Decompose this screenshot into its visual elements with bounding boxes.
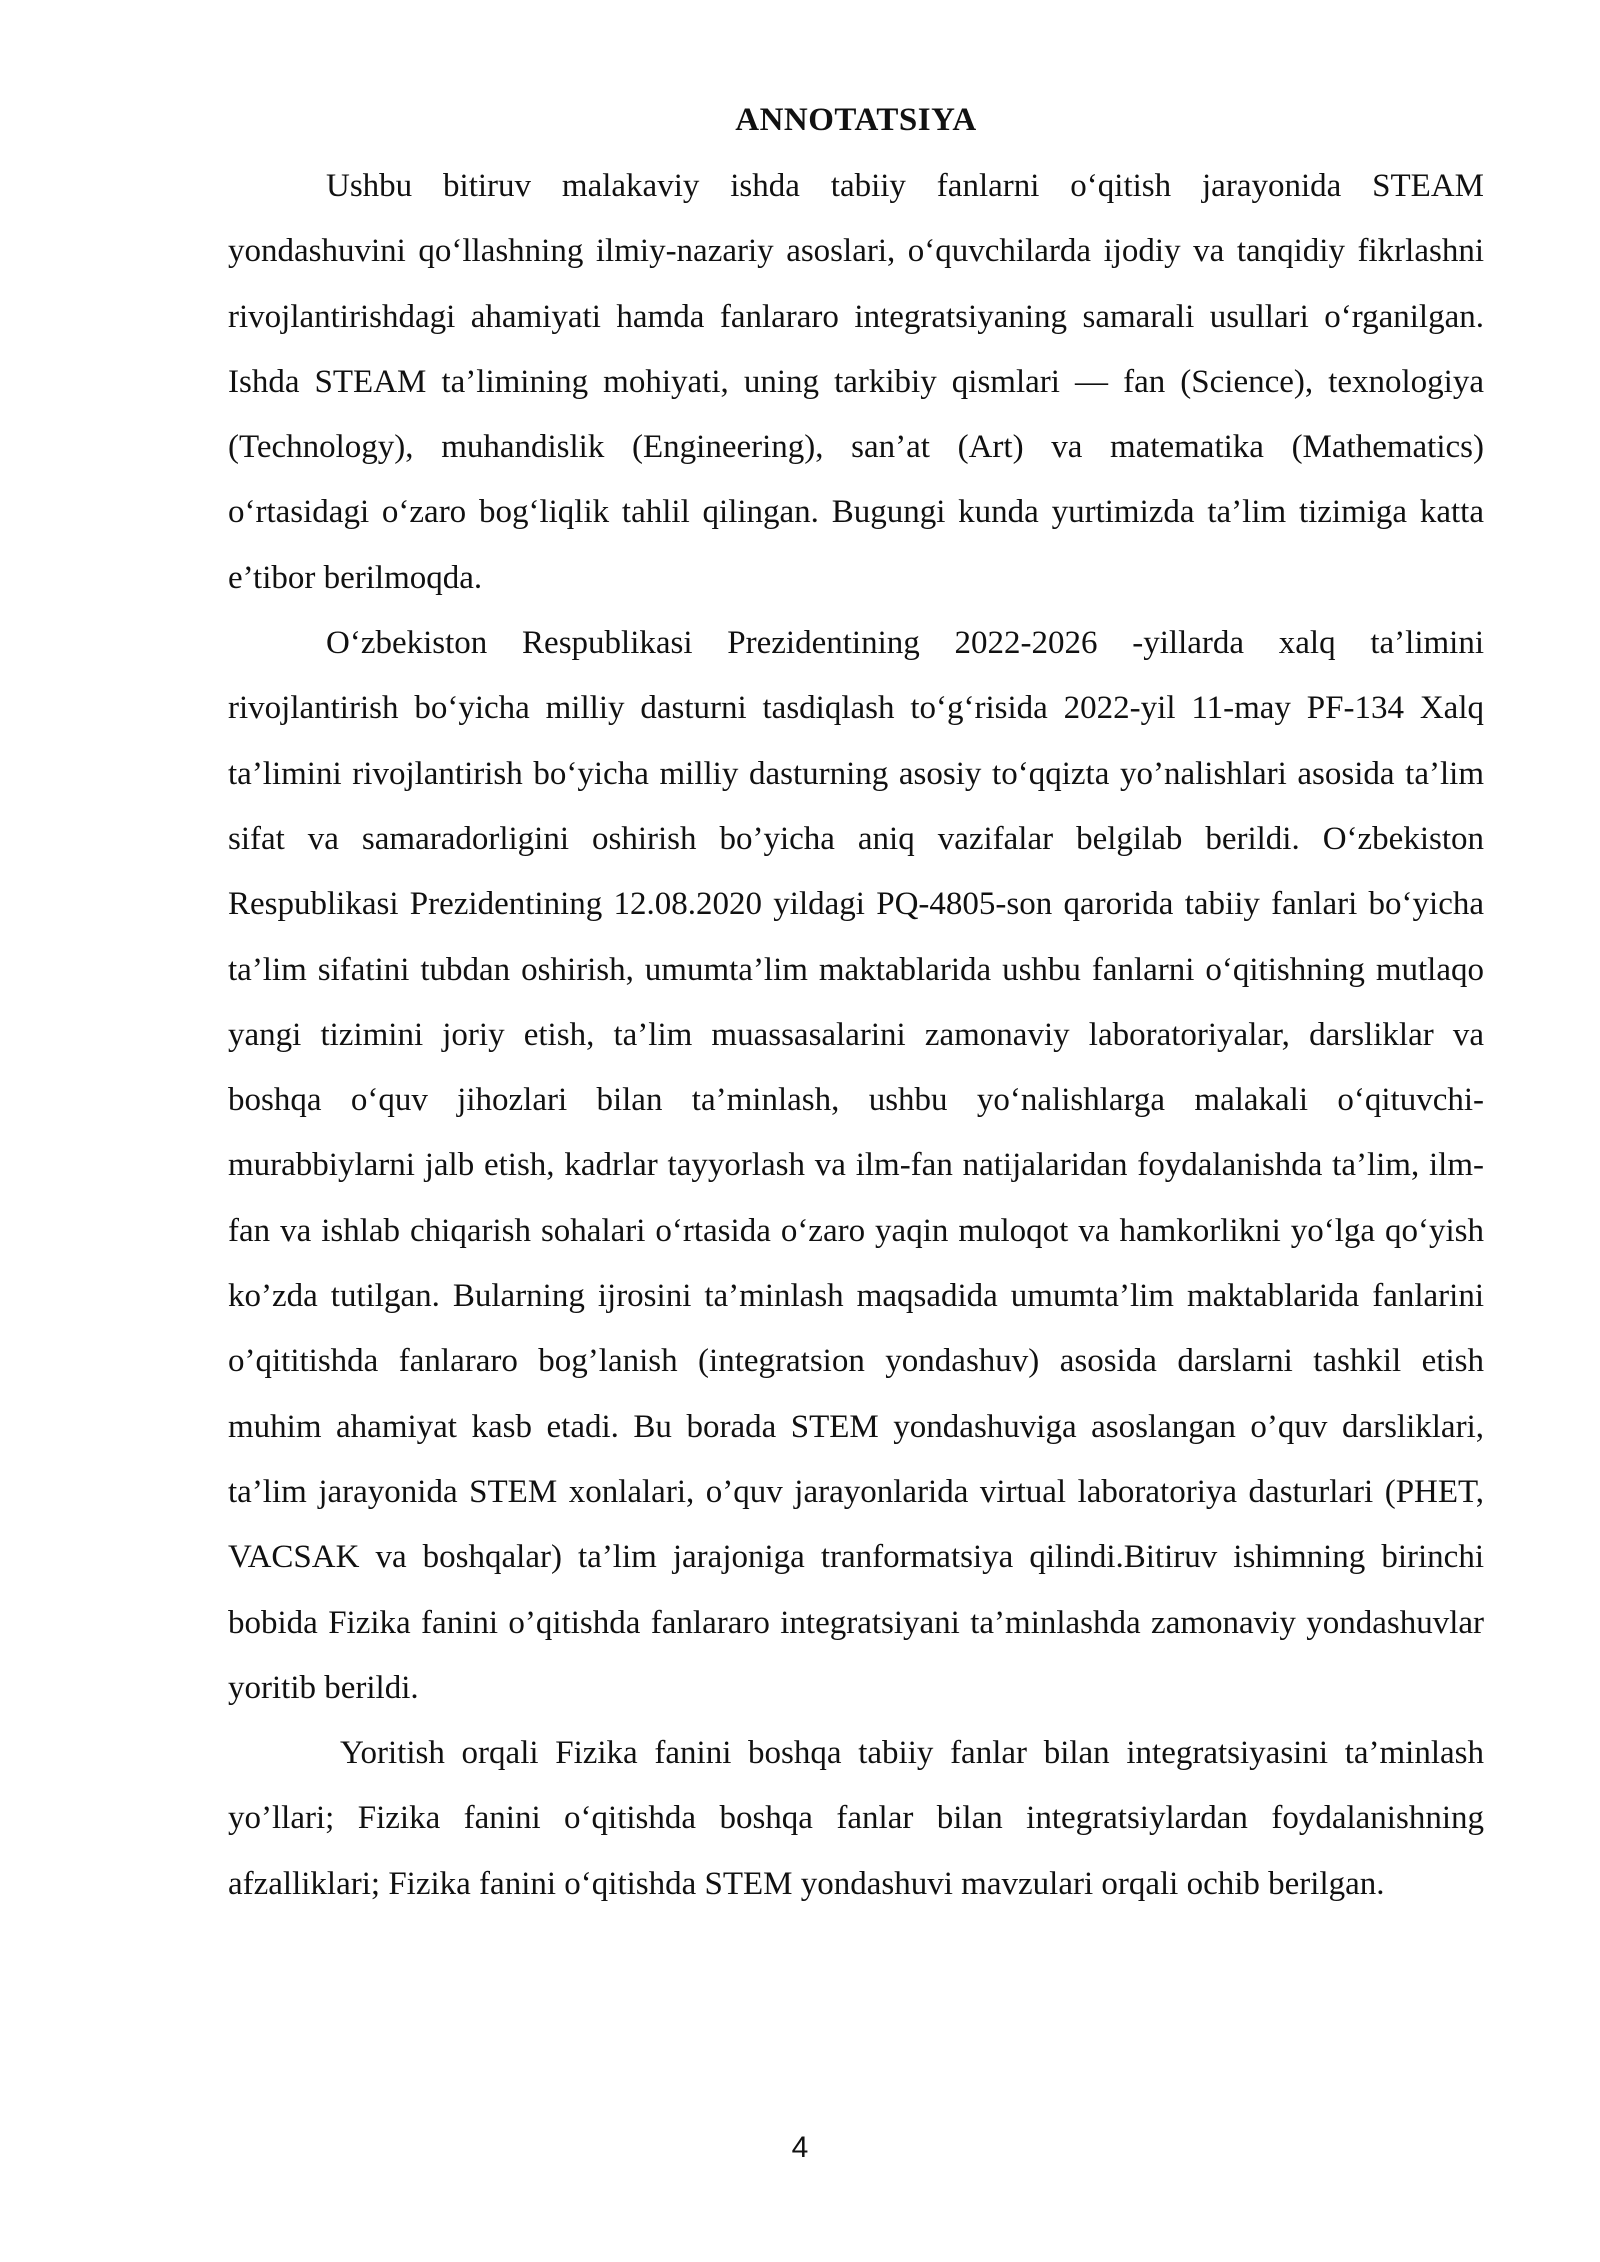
page-number: 4 [791,2131,809,2164]
document-title: ANNOTATSIYA [735,102,977,138]
document-page [228,88,1484,1917]
paragraph-decrees: O‘zbekiston Respublikasi Prezidentining 2022-2026 -yillarda xalq ta’limini rivojlantirish bo‘yicha milliy dasturni tasdiqlash to‘g‘risida 2022-yil 11-may PF-134 Xalq ta’limini rivojlantirish bo‘yicha milliy dasturning asosiy to‘qqizta yo’nalishlari asosida ta’lim sifat va samaradorligini oshirish bo’yicha aniq vazifalar belgilab berildi. O‘zbekiston Respublikasi Prezidentining 12.08.2020 yildagi PQ-4805-son qarorida tabiiy fanlari bo‘yicha ta’lim sifatini tubdan oshirish, umumta’lim maktablarida ushbu fanlarni o‘qitishning mutlaqo yangi tizimini joriy etish, ta’lim muassasalarini zamonaviy laboratoriyalar, darsliklar va boshqa o‘quv jihozlari bilan ta’minlash, ushbu yo‘nalishlarga malakali o‘qituvchi-murabbiylarni jalb etish, kadrlar tayyorlash va ilm-fan natijalaridan foydalanishda ta’lim, ilm-fan va ishlab chiqarish sohalari o‘rtasida o‘zaro yaqin muloqot va hamkorlikni yo‘lga qo‘yish ko’zda tutilgan. Bularning ijrosini ta’minlash maqsadida umumta’lim maktablarida fanlarini o’qititishda fanlararo bog’lanish (integratsion yondashuv) asosida darslarni tashkil etish muhim ahamiyat kasb etadi. Bu borada STEM yondashuviga asoslangan o’quv darsliklari, ta’lim jarayonida STEM xonlalari, o’quv jarayonlarida virtual laboratoriya dasturlari (PHET, VACSAK va boshqalar) ta’lim jarajoniga tranformatsiya qilindi.Bitiruv ishimning birinchi bobida Fizika fanini o’qitishda fanlararo integratsiyani ta’minlashda zamonaviy yondashuvlar yoritib berildi. [228,625,1484,1706]
paragraph-conclusion: Yoritish orqali Fizika fanini boshqa tabiiy fanlar bilan integratsiyasini ta’minlash yo’llari; Fizika fanini o‘qitishda boshqa fanlar bilan integratsiylardan foydalanishning afzalliklari; Fizika fanini o‘qitishda STEM yondashuvi mavzulari orqali ochib berilgan. [228,1735,1484,1902]
paragraph-intro: Ushbu bitiruv malakaviy ishda tabiiy fanlarni o‘qitish jarayonida STEAM yondashuvini qo‘llashning ilmiy-nazariy asoslari, o‘quvchilarda ijodiy va tanqidiy fikrlashni rivojlantirishdagi ahamiyati hamda fanlararo integratsiyaning samarali usullari o‘rganilgan. Ishda STEAM ta’limining mohiyati, uning tarkibiy qismlari — fan (Science), texnologiya (Technology), muhandislik (Engineering), san’at (Art) va matematika (Mathematics) o‘rtasidagi o‘zaro bog‘liqlik tahlil qilingan. Bugungi kunda yurtimizda ta’lim tizimiga katta e’tibor berilmoqda. [228,168,1484,596]
